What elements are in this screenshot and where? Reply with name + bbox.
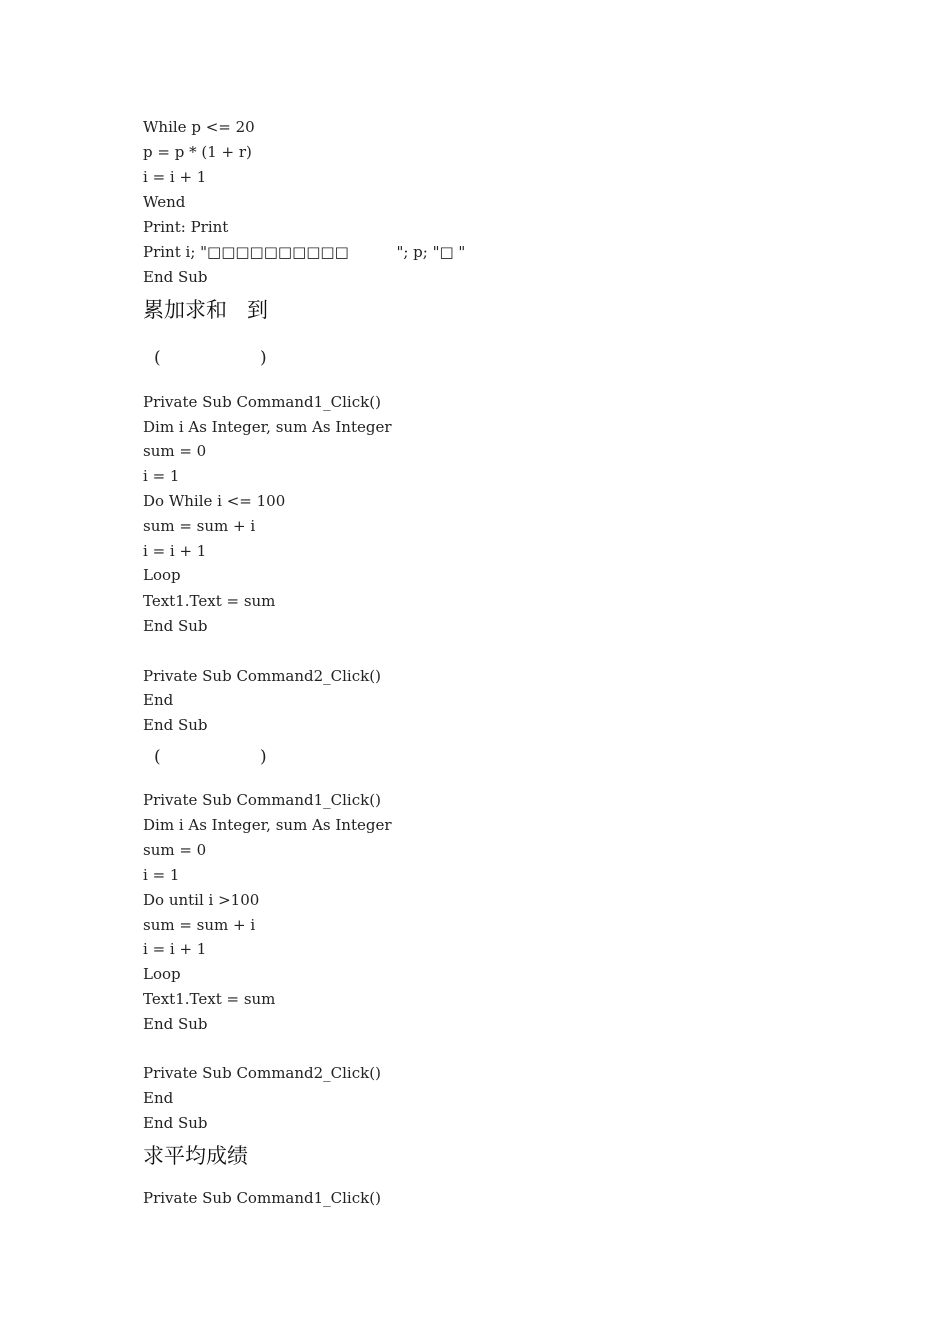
code-line: While p <= 20	[143, 118, 255, 136]
code-line: p = p * (1 + r)	[143, 143, 252, 161]
code-line: sum = sum + i	[143, 517, 256, 535]
code-line: sum = 0	[143, 442, 207, 460]
code-line: Private Sub Command1_Click()	[143, 791, 381, 809]
paren-close: )	[260, 348, 267, 368]
code-line: End Sub	[143, 716, 208, 734]
code-line: i = 1	[143, 866, 180, 884]
code-line: End	[143, 691, 174, 709]
code-line: Wend	[143, 193, 186, 211]
code-line: sum = 0	[143, 841, 207, 859]
code-line: End Sub	[143, 1015, 208, 1033]
code-line: i = i + 1	[143, 940, 207, 958]
code-line: Private Sub Command2_Click()	[143, 667, 381, 685]
paren-close: )	[260, 747, 267, 767]
code-line: Do While i <= 100	[143, 492, 286, 510]
paren-open: (	[154, 747, 161, 767]
code-line: Private Sub Command2_Click()	[143, 1064, 381, 1082]
code-line: Private Sub Command1_Click()	[143, 1189, 381, 1207]
code-line: Loop	[143, 566, 181, 584]
code-line: Print i; "□□□□□□□□□□ "; p; "□ "	[143, 243, 466, 261]
code-line: Text1.Text = sum	[143, 990, 276, 1008]
section-heading-sum: 累加求和 到	[143, 298, 269, 322]
code-line: End Sub	[143, 268, 208, 286]
code-line: Do until i >100	[143, 891, 260, 909]
code-line: Dim i As Integer, sum As Integer	[143, 816, 392, 834]
code-line: Text1.Text = sum	[143, 592, 276, 610]
code-line: Private Sub Command1_Click()	[143, 393, 381, 411]
code-line: End Sub	[143, 1114, 208, 1132]
code-line: i = i + 1	[143, 168, 207, 186]
section-heading-average: 求平均成绩	[143, 1144, 248, 1168]
code-line: End Sub	[143, 617, 208, 635]
paren-open: (	[154, 348, 161, 368]
code-line: Dim i As Integer, sum As Integer	[143, 418, 392, 436]
code-line: i = 1	[143, 467, 180, 485]
code-line: Print: Print	[143, 218, 229, 236]
code-line: i = i + 1	[143, 542, 207, 560]
code-line: Loop	[143, 965, 181, 983]
code-line: sum = sum + i	[143, 916, 256, 934]
code-line: End	[143, 1089, 174, 1107]
